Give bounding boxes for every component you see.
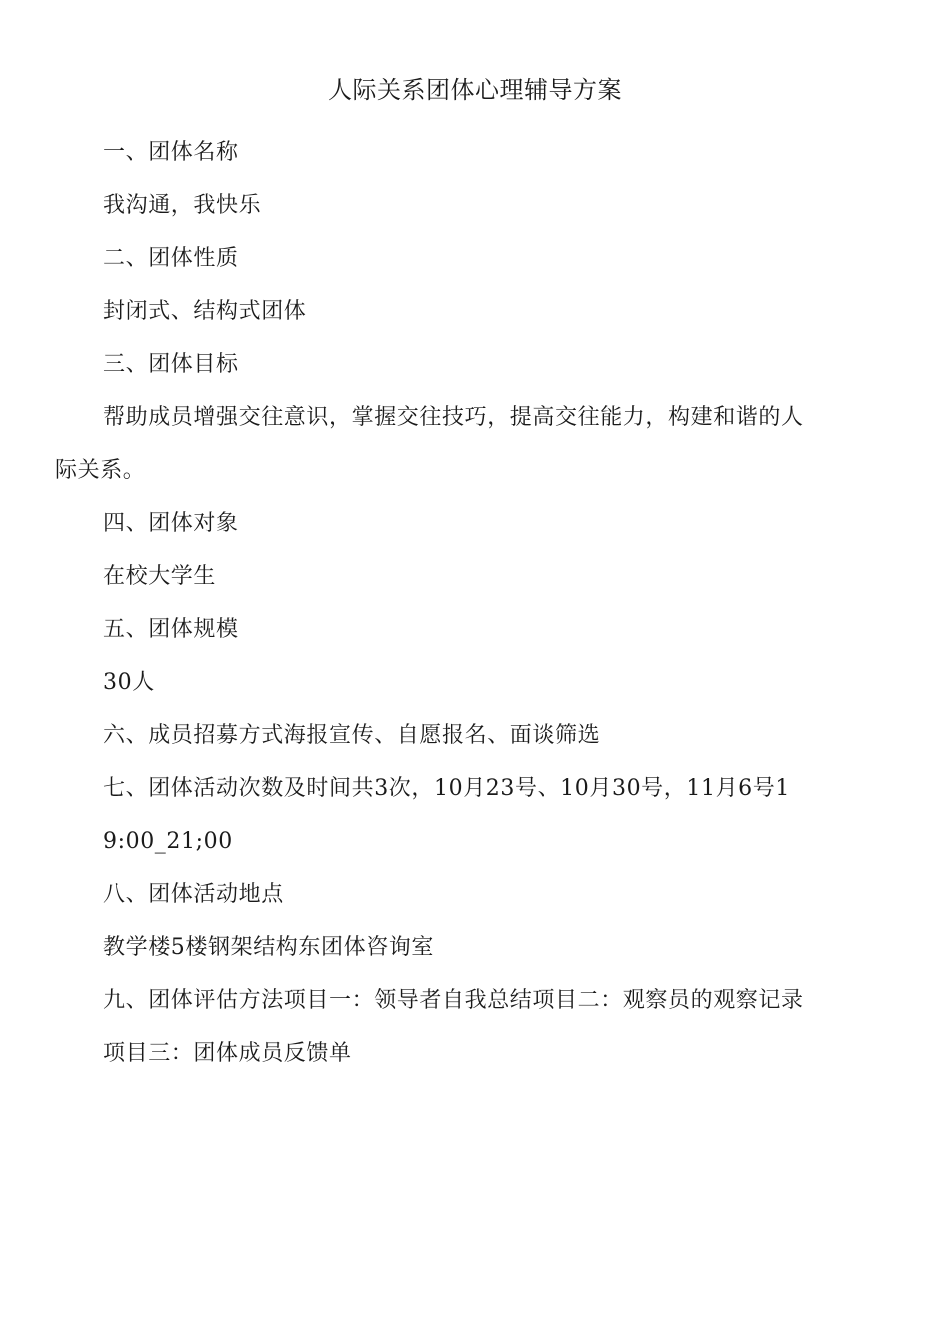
paragraph-group-nature: 封闭式、结构式团体: [103, 299, 307, 324]
document-title: 人际关系团体心理辅导方案: [328, 76, 622, 104]
section-heading-group-goal: 三、团体目标: [103, 352, 239, 377]
section-heading-group-size: 五、团体规模: [103, 617, 239, 642]
paragraph-location: 教学楼5楼钢架结构东团体咨询室: [103, 935, 434, 960]
section-heading-location: 八、团体活动地点: [103, 882, 284, 907]
section-evaluation: 九、团体评估方法项目一：领导者自我总结项目二：观察员的观察记录: [103, 988, 804, 1013]
section-schedule: 七、团体活动次数及时间共3次，10月23号、10月30号，11月6号1: [103, 776, 790, 801]
paragraph-group-goal-continued: 际关系。: [55, 458, 146, 483]
paragraph-group-name: 我沟通，我快乐: [103, 193, 262, 218]
section-recruitment: 六、成员招募方式海报宣传、自愿报名、面谈筛选: [103, 723, 601, 748]
section-heading-group-name: 一、团体名称: [103, 140, 239, 165]
section-heading-group-target: 四、团体对象: [103, 511, 239, 536]
section-heading-group-nature: 二、团体性质: [103, 246, 239, 271]
paragraph-group-target: 在校大学生: [103, 564, 217, 589]
section-schedule-continued: 9:00_21;00: [103, 829, 233, 854]
paragraph-group-size: 30人: [103, 670, 155, 695]
paragraph-group-goal: 帮助成员增强交往意识，掌握交往技巧，提高交往能力，构建和谐的人: [103, 405, 804, 430]
section-evaluation-continued: 项目三：团体成员反馈单: [103, 1041, 352, 1066]
